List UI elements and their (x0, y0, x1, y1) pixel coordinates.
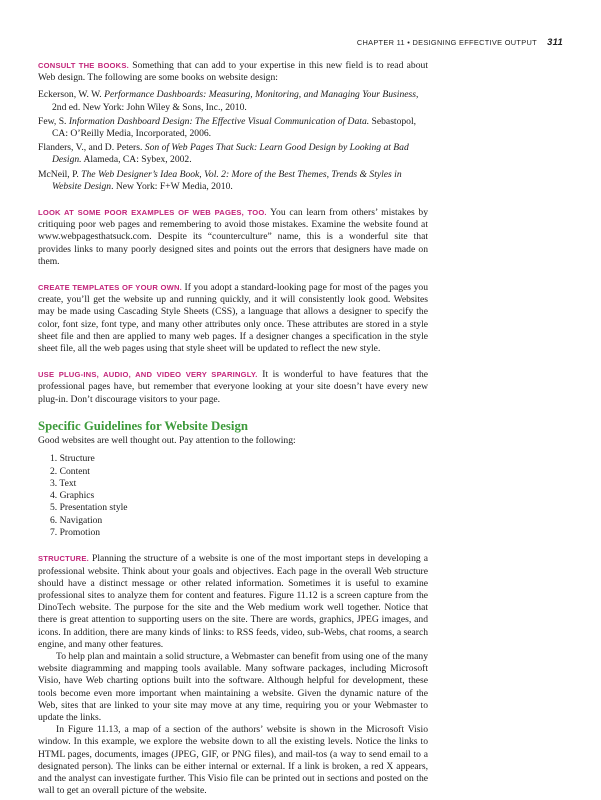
structure-paragraph: STRUCTURE. Planning the structure of a website is one of the most important steps in developing a professional website. Think about your goals and objectives. Each page in the overall Web structure should have a distinct message or other related information. Sometimes it is useful to examine professional sites to analyze them for content and features. Figure 11.12 is a screen capture from the DinoTech website. The purpose for the site and the Web medium work well together. Notice that there is great attention to supporting users on the site. There are words, graphics, JPEG images, and icons. In addition, there are many kinds of links: to RSS feeds, video, sub-Webs, chat rooms, a search engine, and many other features. (38, 553, 428, 650)
structure-paragraph-3: In Figure 11.13, a map of a section of the authors’ website is shown in the Microsoft Visio window. In this example, we explore the website down to all the existing levels. Notice the links to HTML pages, documents, images (JPEG, GIF, or PNG files), and mail-tos (a way to send email to a designated person). The links can be either internal or external. If a link is broken, a red X appears, and the analyst can investigate further. This Visio file can be printed out in sections and posted on the wall to get an overall picture of the website. (38, 724, 428, 797)
plugins-paragraph: USE PLUG-INS, AUDIO, AND VIDEO VERY SPARINGLY. It is wonderful to have features that the professional pages have, but remember that everyone looking at your site doesn’t have every new plug-in. Don’t discourage visitors to your page. (38, 369, 428, 405)
templates-paragraph: CREATE TEMPLATES OF YOUR OWN. If you adopt a standard-looking page for most of the pages you create, you’ll get the website up and running quickly, and it will consistently look good. Websites may be made using Cascading Style Sheets (CSS), a language that allows a designer to specify the color, font size, font type, and many other attributes only once. These attributes are stored in a style sheet file and then are applied to many web pages. If a designer changes a specification in the style sheet file, all the web pages using that style sheet will be updated to reflect the new style. (38, 282, 428, 355)
list-item: 6. Navigation (50, 514, 103, 526)
running-head (357, 36, 563, 49)
header-bullet: • (407, 38, 411, 47)
section-heading: Specific Guidelines for Website Design (38, 418, 248, 433)
poor-examples-paragraph: LOOK AT SOME POOR EXAMPLES OF WEB PAGES, TOO. You can learn from others’ mistakes by critiquing poor web pages and remembering to avoid those mistakes. Examine the website found at www.webpagesthatsuck.com. Despite its “counterculture” name, this is a wonderful site that provides links to many poorly designed sites and points out the errors that designers have made on them. (38, 207, 428, 267)
list-item: 1. Structure (50, 453, 95, 465)
guidelines-list (38, 453, 428, 539)
consult-paragraph (38, 60, 428, 84)
reference-item: McNeil, P. The Web Designer’s Idea Book, Vol. 2: More of the Best Themes, Trends & Styles in Website Design. New York: F+W Media, 2010. (38, 168, 402, 192)
plugins-heading: USE PLUG-INS, AUDIO, AND VIDEO VERY SPARINGLY. (38, 370, 258, 380)
list-item: 5. Presentation style (50, 502, 128, 514)
list-item: 7. Promotion (50, 527, 101, 539)
reference-list (38, 89, 428, 193)
page-number: 311 (547, 36, 563, 47)
consult-heading: CONSULT THE BOOKS. (38, 61, 129, 70)
reference-item: Flanders, V., and D. Peters. Son of Web Pages That Suck: Learn Good Design by Looking at Bad Design. Alameda, CA: Sybex, 2002. (38, 142, 409, 166)
guidelines-intro: Good websites are well thought out. Pay attention to the following: (38, 435, 296, 447)
reference-item: Eckerson, W. W. Performance Dashboards: Measuring, Monitoring, and Managing Your Business, 2nd ed. New York: John Wiley & Sons, Inc., 2010. (38, 89, 419, 113)
list-item: 4. Graphics (50, 490, 95, 502)
consult-text: Something that can add to your expertise in this new field is to read about Web design. The following are some books on website design: (38, 60, 428, 84)
text-column (38, 60, 428, 797)
poor-examples-heading: LOOK AT SOME POOR EXAMPLES OF WEB PAGES, TOO. (38, 208, 267, 218)
chapter-title: DESIGNING EFFECTIVE OUTPUT (412, 38, 537, 47)
structure-heading: STRUCTURE. (38, 554, 89, 564)
list-item: 3. Text (50, 477, 77, 489)
list-item: 2. Content (50, 465, 90, 477)
structure-paragraph-2: To help plan and maintain a solid structure, a Webmaster can benefit from using one of the many website diagramming and mapping tools available. Many software packages, including Microsoft Visio, have Web charting options built into the software. Although helpful for development, these tools become even more important when maintaining a website. Given the dynamic nature of the Web, sites that are linked to your site may move at any time, requiring you or your Webmaster to update the links. (38, 650, 428, 723)
templates-heading: CREATE TEMPLATES OF YOUR OWN. (38, 283, 182, 293)
reference-item: Few, S. Information Dashboard Design: The Effective Visual Communication of Data. Sebastopol, CA: O’Reilly Media, Incorporated, 2006. (38, 115, 417, 140)
chapter-label: CHAPTER 11 (356, 38, 405, 47)
